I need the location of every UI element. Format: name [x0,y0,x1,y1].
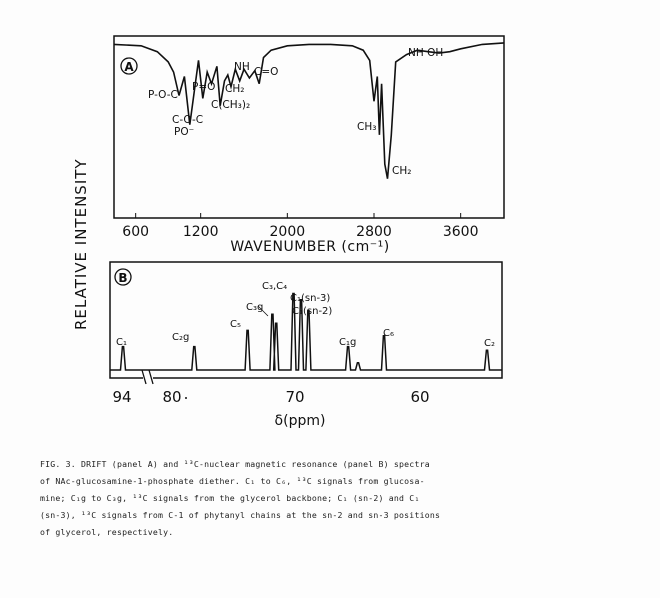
ir-tick-label: 1200 [182,224,219,240]
annot-co: C=O [254,66,279,78]
caption-line: of glycerol, respectively. [40,527,174,537]
peak-label-c1: C₁ [116,337,127,348]
nmr-tick-label: 80 [162,388,182,406]
figure-caption [40,456,630,541]
annot-ch2-right: CH₂ [392,165,412,177]
caption-line: mine; C₁g to C₃g, ¹³C signals from the glycerol backbone; C₁ (sn-2) and C₁ [40,493,420,503]
y-axis-title: RELATIVE INTENSITY [72,158,90,330]
peak-label-c1-sn2: C₁(sn-2) [292,306,333,317]
peak-label-c1-sn3: C₁(sn-3) [290,293,331,304]
ir-x-axis-title: WAVENUMBER (cm⁻¹) [230,239,390,255]
annot-po-minus: PO⁻ [174,126,195,138]
nmr-spectrum-trace [110,294,502,371]
ir-spectrum-trace [114,43,504,179]
ir-tick-label: 3600 [442,224,479,240]
caption-line: of NAc-glucosamine-1-phosphate diether. C₁ to C₆, ¹³C signals from glucosa- [40,476,425,486]
speck [185,397,187,399]
panel-a-label: A [124,60,134,74]
ir-tick-label: 2000 [269,224,306,240]
nmr-x-axis-title: δ(ppm) [274,413,326,429]
annot-ch2-left: CH₂ [225,83,245,95]
annot-poc: P-O-C [148,89,178,101]
peak-label-c2: C₂ [484,338,495,349]
peak-label-c1g: C₁g [339,337,357,348]
caption-line: (sn-3), ¹³C signals from C-1 of phytanyl chains at the sn-2 and sn-3 positions [40,510,441,520]
annot-cch3: C(CH₃)₂ [211,99,251,111]
peak-label-c3c4: C₃,C₄ [262,281,288,292]
nmr-tick-label: 70 [285,388,305,406]
annot-ch3: CH₃ [357,121,377,133]
peak-label-c3g: C₃g [246,302,264,313]
ir-tick-label: 600 [122,224,150,240]
annot-coc: C-O-C [172,114,204,126]
peak-label-c6: C₆ [383,328,394,339]
peak-label-c2g: C₂g [172,332,190,343]
nmr-tick-label: 94 [112,388,132,406]
annot-nh: NH [234,61,250,73]
annot-po: P=O [192,81,216,93]
ir-tick-label: 2800 [356,224,392,240]
caption-line: FIG. 3. DRIFT (panel A) and ¹³C-nuclear magnetic resonance (panel B) spectra [40,459,430,469]
nmr-tick-label: 60 [410,388,430,406]
panel-a-frame [114,36,504,218]
peak-label-c5: C₅ [230,319,241,330]
annot-nhoh: NH OH [408,47,444,59]
panel-b-label: B [118,271,128,285]
